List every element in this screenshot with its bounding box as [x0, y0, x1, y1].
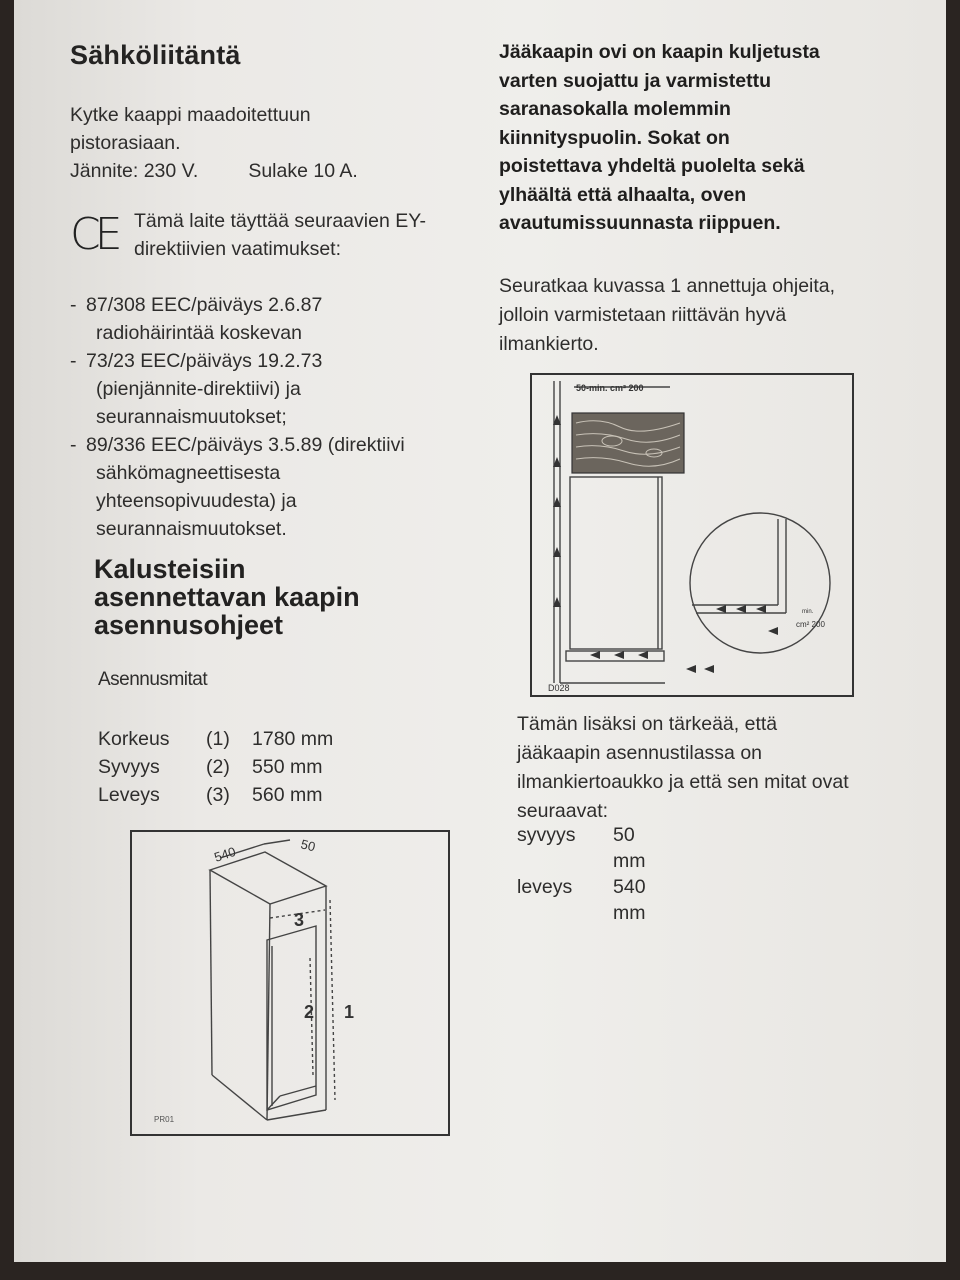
directive-description: (pienjännite-direktiivi) ja	[96, 378, 301, 400]
directive-list	[70, 291, 480, 543]
directive-title: 87/308 EEC/päiväys 2.6.87	[86, 294, 323, 316]
manual-page	[14, 0, 946, 1262]
installation-dimensions-subheading: Asennusmitat	[98, 669, 208, 690]
dimension-row: leveys 540 mm	[517, 876, 646, 924]
ce-line-2: direktiivien vaatimukset:	[134, 238, 341, 260]
fuse-text: Sulake 10 A.	[248, 160, 358, 182]
directive-title: 89/336 EEC/päiväys 3.5.89 (direktiivi	[86, 434, 405, 456]
ventilation-top-label: 50-min. cm² 200	[576, 383, 644, 393]
electrical-connection-heading: Sähköliitäntä	[70, 40, 241, 70]
directive-description: radiohäirintää koskevan	[96, 322, 302, 344]
ce-compliance	[70, 207, 480, 263]
ce-mark-icon: CE	[70, 209, 117, 260]
directive-description: sähkömagneettisesta	[96, 462, 281, 484]
voltage-text: Jännite: 230 V.	[70, 160, 199, 182]
directive-item: - 89/336 EEC/päiväys 3.5.89 (direktiivi sähkömagneettisesta yhteensopivuudesta) ja seurannaismuutokset.	[70, 431, 480, 543]
dimension-row: Leveys (3) 560 mm	[98, 784, 323, 806]
dimension-row: Korkeus (1) 1780 mm	[98, 728, 334, 750]
ventilation-requirement-text: Tämän lisäksi on tärkeää, että jääkaapin asennustilassa on ilmankiertoaukko ja että sen mitat ovat seuraavat:	[517, 713, 849, 822]
ce-text	[134, 207, 426, 263]
dimension-row: syvyys 50 mm	[517, 824, 646, 872]
installation-heading: Kalusteisiin asennettavan kaapin asennusohjeet	[94, 554, 360, 640]
directive-title: 73/23 EEC/päiväys 19.2.73	[86, 350, 323, 372]
directive-item: - 87/308 EEC/päiväys 2.6.87 radiohäirintää koskevan	[70, 291, 480, 347]
directive-description: seurannaismuutokset.	[96, 518, 287, 540]
directive-description: seurannaismuutokset;	[96, 406, 287, 428]
dimension-label-1: 1	[344, 1002, 355, 1022]
cm-label: cm² 200	[796, 620, 825, 629]
dimension-label-2: 2	[304, 1002, 315, 1022]
dimension-label-3: 3	[294, 910, 305, 930]
connect-line-1: Kytke kaappi maadoitettuun	[70, 104, 311, 126]
directive-item: - 73/23 EEC/päiväys 19.2.73 (pienjännite-direktiivi) ja seurannaismuutokset;	[70, 347, 480, 431]
electrical-specs	[70, 157, 480, 185]
door-transport-text: Jääkaapin ovi on kaapin kuljetusta varten suojattu ja varmistettu saranasokalla molemmin kiinnityspuolin. Sokat on poistettava yhdeltä puolelta sekä ylhäältä että alhaalta, oven avautumissuunnasta riippuen.	[499, 41, 820, 234]
directive-description: yhteensopivuudesta) ja	[96, 490, 297, 512]
connect-line-2: pistorasiaan.	[70, 132, 181, 154]
follow-instructions-text: Seuratkaa kuvassa 1 annettuja ohjeita, jolloin varmistetaan riittävän hyvä ilmankierto.	[499, 274, 836, 355]
ce-line-1: Tämä laite täyttää seuraavien EY-	[134, 210, 426, 232]
dimension-label-50: 50	[299, 836, 317, 855]
figure-code: PR01	[154, 1115, 175, 1124]
dimensions-table	[98, 725, 480, 809]
dimension-row: Syvyys (2) 550 mm	[98, 756, 323, 778]
dimension-label-540: 540	[212, 843, 238, 865]
cabinet-dimensions-figure	[130, 830, 450, 1136]
figure-code: D028	[548, 683, 570, 693]
left-column	[70, 40, 480, 809]
ventilation-opening-dimensions	[517, 822, 659, 926]
min-label: min.	[802, 609, 814, 615]
ventilation-diagram-figure	[530, 373, 855, 698]
